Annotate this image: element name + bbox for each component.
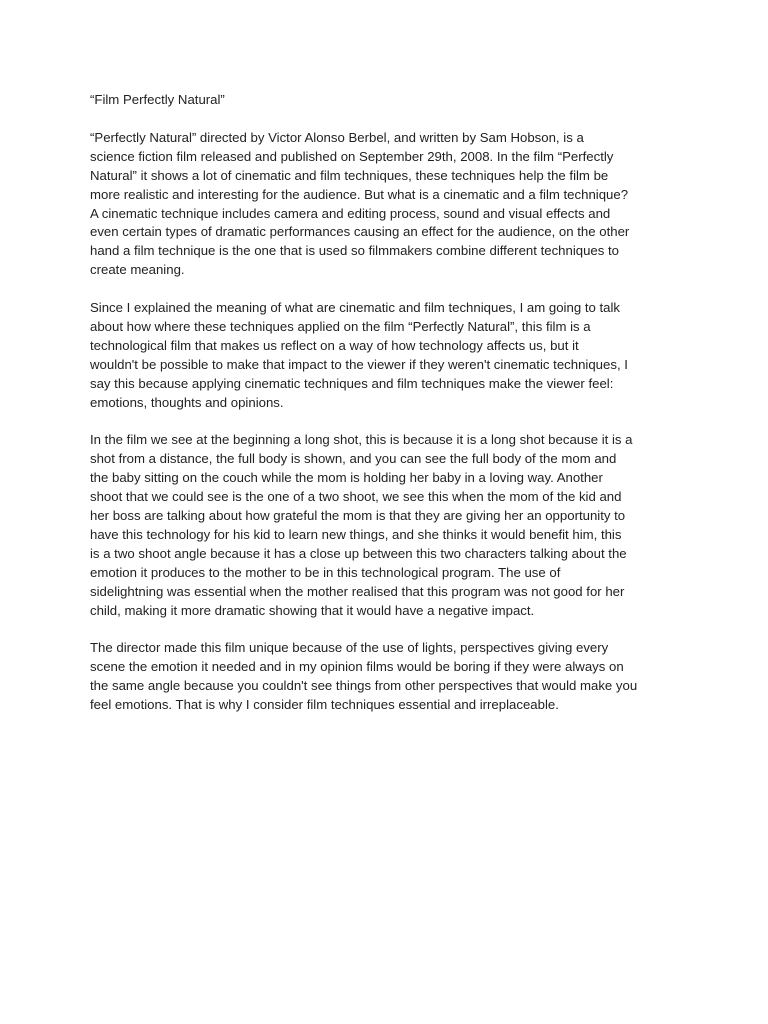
paragraph-line: her boss are talking about how grateful the mom is that they are giving her an opportunity to xyxy=(90,508,626,523)
paragraph-line: technological film that makes us reflect on a way of how technology affects us, but it xyxy=(90,337,579,353)
document-title: “Film Perfectly Natural” xyxy=(90,92,225,107)
paragraph-line: Since I explained the meaning of what are cinematic and film techniques, I am going to talk xyxy=(90,300,620,316)
paragraph-2 xyxy=(90,299,678,412)
paragraph-line: wouldn't be possible to make that impact to the viewer if they weren't cinematic techniques, I xyxy=(90,356,628,372)
paragraph-line: In the film we see at the beginning a long shot, this is because it is a long shot because it is a xyxy=(90,432,633,448)
paragraph-line: more realistic and interesting for the audience. But what is a cinematic and a film technique? xyxy=(90,186,629,202)
paragraph-line: say this because applying cinematic techniques and film techniques make the viewer feel: xyxy=(90,375,614,391)
paragraph-line: is a two shoot angle because it has a close up between this two characters talking about the xyxy=(90,545,627,561)
paragraph-line: hand a film technique is the one that is used so filmmakers combine different techniques to xyxy=(90,243,620,259)
paragraph-line: the baby sitting on the couch while the mom is holding her baby in a loving way. Another xyxy=(90,470,603,486)
paragraph-1 xyxy=(90,129,678,280)
paragraph-line: child, making it more dramatic showing that it would have a negative impact. xyxy=(90,602,535,618)
paragraph-line: Natural” it shows a lot of cinematic and film techniques, these techniques help the film be xyxy=(90,167,609,183)
paragraph-line: The director made this film unique because of the use of lights, perspectives giving every xyxy=(90,640,609,656)
paragraph-line: have this technology for his kid to learn new things, and she thinks it would benefit him, this xyxy=(90,526,622,542)
paragraph-line: scene the emotion it needed and in my opinion films would be boring if they were always on xyxy=(90,659,624,675)
paragraph-line: the same angle because you couldn't see things from other perspectives that would make you xyxy=(90,678,638,694)
paragraph-4 xyxy=(90,639,678,715)
paragraph-line: A cinematic technique includes camera and editing process, sound and visual effects and xyxy=(90,205,611,221)
paragraph-3 xyxy=(90,431,678,620)
paragraph-line: emotion it produces to the mother to be in this technological program. The use of xyxy=(90,564,561,580)
paragraph-line: emotions, thoughts and opinions. xyxy=(90,394,284,410)
paragraph-line: about how where these techniques applied on the film “Perfectly Natural”, this film is a xyxy=(90,318,591,334)
paragraph-line: shoot that we could see is the one of a two shoot, we see this when the mom of the kid and xyxy=(90,489,622,505)
paragraph-line: sidelightning was essential when the mother realised that this program was not good for her xyxy=(90,583,625,599)
paragraph-line: shot from a distance, the full body is shown, and you can see the full body of the mom and xyxy=(90,451,617,467)
paragraph-line: “Perfectly Natural” directed by Victor Alonso Berbel, and written by Sam Hobson, is a xyxy=(90,129,584,145)
paragraph-line: create meaning. xyxy=(90,262,185,278)
document-body xyxy=(90,91,678,734)
paragraph-line: science fiction film released and published on September 29th, 2008. In the film “Perfectly xyxy=(90,148,614,164)
paragraph-line: even certain types of dramatic performances causing an effect for the audience, on the other xyxy=(90,224,630,240)
paragraph-line: feel emotions. That is why I consider film techniques essential and irreplaceable. xyxy=(90,697,559,713)
